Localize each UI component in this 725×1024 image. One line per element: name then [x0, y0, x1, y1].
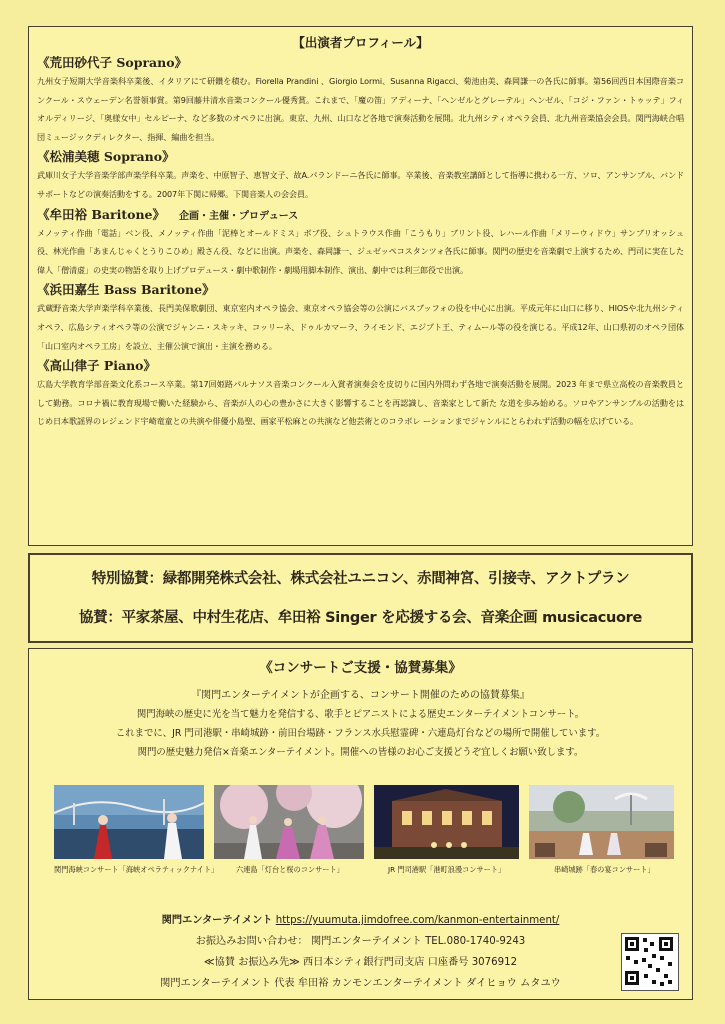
contact-line: お振込みお問い合わせ： 関門エンターテイメント TEL.080-1740-9243 [195, 936, 526, 947]
profiles-title: 【出演者プロフィール】 [292, 35, 429, 50]
support-line: 関門海峡の歴史に光を当て魅力を発信する、歌手とピアニストによる歴史エンターテイメントコンサート。 [136, 709, 585, 720]
performer-name [37, 54, 684, 71]
sponsors-panel [28, 553, 693, 643]
photo-caption: 関門海峡コンサート「海峡オペラティックナイト」 [54, 865, 219, 874]
performer-name-text: 《松浦美穂 Soprano》 [37, 149, 175, 165]
photo-strait-concert [54, 785, 204, 859]
performer-name-text: 《高山律子 Piano》 [37, 358, 157, 374]
org-label: 関門エンターテイメント [161, 915, 273, 926]
website-link[interactable]: https://yuumuta.jimdofree.com/kanmon-entertainment/ [275, 915, 560, 926]
support-subtitle: 『関門エンターテイメントが企画する、コンサート開催のための協賛募集』 [191, 690, 530, 701]
performer-name-text: 《浜田嘉生 Bass Baritone》 [37, 282, 215, 298]
general-sponsors: 協賛：平家茶屋、中村生花店、牟田裕 Singer を応援する会、音楽企画 musicacuore [78, 610, 643, 626]
performer-profile [37, 281, 684, 355]
performer-bio: 広島大学教育学部音楽文化系コース卒業。第17回姫路パルナソス音楽コンクール入賞者演奏会を皮切りに国内外問わず各地で演奏活動を展開。2023 年まで県立高校の音楽教員として勤務。コロナ禍に教育現場で働いた経験から、音楽が人の心の豊かさに大きく影響することを再認識し、音楽家として新た な道を歩み始める。ソロやアンサンブルの活動をはじめ日本歌謡界のレジェンド宇崎竜童との共演や俳優小島聖、画家平松麻との共演など他芸術とのコラボレ ーションまでジャンルにとらわれず活動の幅を広げている。 [37, 379, 684, 427]
photo-caption: JR 門司港駅「港町浪漫コンサート」 [388, 865, 506, 874]
performer-bio: メノッティ作曲「電話」ベン役、メノッティ作曲「泥棒とオールドミス」ボブ役、シュトラウス作曲「こうもり」ブリント役、レハール作曲「メリーウィドウ」サンブリオッシュ役、林光作曲「あまんじゃくとうりこひめ」殿さん役、などに出演。声楽を、森岡謙一、ジュゼッペコスタンツォ各氏に師事。関門の歴史を音楽劇で上演するため、門司に実在した偉人「僧清虚」の史実の物語を取り上げプロデュース・劇中歌制作・劇場用脚本制作、演出、劇中では利三郎役で出演。 [37, 227, 684, 275]
account-line: 関門エンターテイメント 代表 牟田裕 カンモンエンターテイメント ダイヒョウ ムタユウ [160, 978, 561, 989]
support-title: 《コンサートご支援・協賛募集》 [259, 660, 462, 676]
special-sponsors: 特別協賛：緑都開発株式会社、株式会社ユニコン、赤間神宮、引接寺、アクトプラン [91, 571, 630, 587]
performer-role: 企画・主催・プロデュース [179, 210, 299, 222]
support-line: これまでに、JR 門司港駅・串崎城跡・前田台場跡・フランス水兵慰霊碑・六連島灯台などの場所で開催しています。 [115, 728, 606, 739]
performer-name-text: 《牟田裕 Baritone》 [37, 206, 166, 222]
performer-name-text: 《荒田砂代子 Soprano》 [37, 55, 188, 70]
photo-station-concert [374, 785, 519, 859]
qr-code-icon[interactable] [621, 933, 679, 991]
photo-caption: 串崎城跡「春の宴コンサート」 [554, 865, 655, 874]
performer-bio: 武蔵野音楽大学声楽学科卒業後、長門美保歌劇団、東京室内オペラ協会、東京オペラ協会等の公演にバスブッフォの役を中心に出演。平成元年に山口に移り、HIOSや北九州シティオペラ、広島シティオペラ等の公演でジャンニ・スキッキ、コッリーネ、ドゥルカマーラ、ライモンド、エジプト王、ティムール等の役を演じる。平成12年、山口県初のオペラ団体「山口室内オペラ工房」を設立、主催公演で演出・主演を務める。 [37, 303, 684, 351]
support-line: 関門の歴史魅力発信×音楽エンターテイメント。開催への皆様のお心ご支援どうぞ宜しくお願い致します。 [137, 747, 584, 758]
profiles-panel [28, 26, 693, 546]
performer-bio: 武庫川女子大学音楽学部声楽学科卒業。声楽を、中原智子、恵智文子、故A.パランドーニ各氏に師事。卒業後、音楽教室講師として指導に携わる一方、ソロ、アンサンブル、バンドサポートなどの演奏活動をする。2007年下関に帰郷。下関音楽人の会会員。 [37, 170, 684, 199]
performer-profile [37, 357, 684, 431]
photo-caption: 六連島「灯台と桜のコンサート」 [236, 865, 344, 874]
performer-name [37, 148, 684, 165]
photo-castle-concert [529, 785, 674, 859]
concert-photos [54, 785, 674, 885]
performer-name [37, 206, 684, 223]
performer-name [37, 357, 684, 374]
performer-profile [37, 54, 684, 146]
photo-lighthouse-concert [214, 785, 364, 859]
website-line [29, 911, 692, 926]
performer-name [37, 281, 684, 298]
bank-line: ≪協賛 お振込み先≫ 西日本シティ銀行門司支店 口座番号 3076912 [203, 957, 518, 968]
performer-profile [37, 206, 684, 280]
performer-bio: 九州女子短期大学音楽科卒業後、イタリアにて研鑽を積む。Fiorella Prandini 、Giorgio Lormi、Susanna Rigacci、菊池由美、森岡謙一の各氏に師事。第56回西日本国際音楽コンクール・スウェーデン名誉領事賞。第9回藤井清水音楽コンクール優秀賞。これまで、「魔の笛」アディーナ、「ヘンゼルとグレーテル」ヘンゼル、「コジ・ファン・トゥッテ」フィオルディリージ、「奥様女中」セルピーナ、など多数のオペラに出演。東京、九州、山口など各地で演奏活動を展開。北九州シティオペラ会員、北九州音楽協会会員。関門海峡合唱団ミュージックディレクター、指揮、編曲を担当。 [37, 76, 684, 142]
support-panel [28, 648, 693, 1000]
performer-profile [37, 148, 684, 203]
